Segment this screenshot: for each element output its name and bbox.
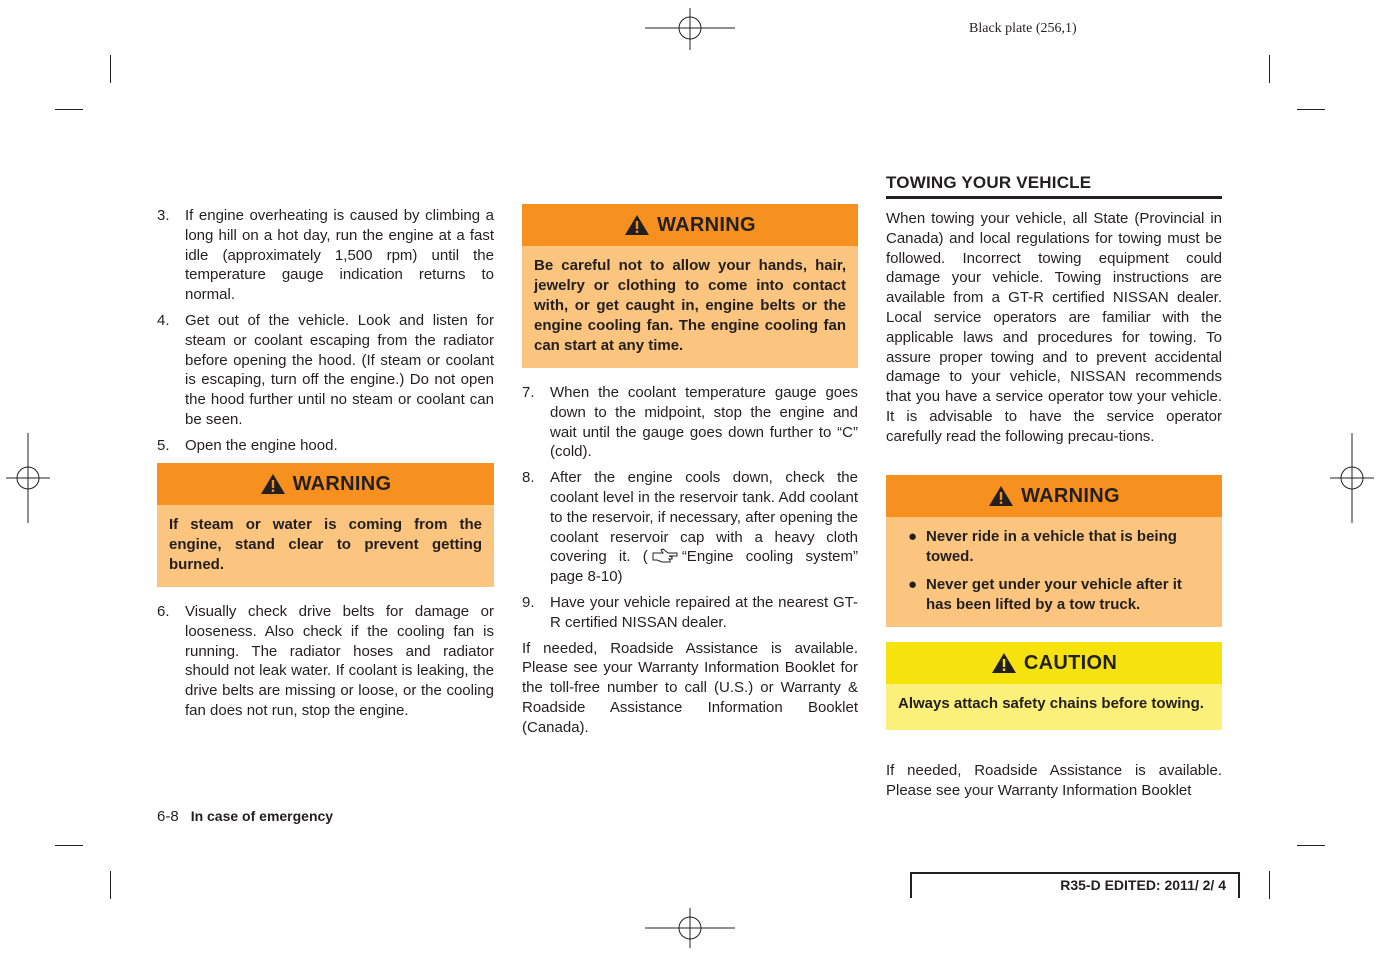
bullet-icon: ● [908,576,918,593]
warning-text: If steam or water is coming from the engine, stand clear to prevent getting burned. [157,505,494,587]
list-item: ● Never ride in a vehicle that is being towed. [908,528,1177,565]
edited-stamp: R35-D EDITED: 2011/ 2/ 4 [910,872,1240,898]
warning-triangle-icon [988,485,1014,507]
page-footer [157,808,333,825]
caution-header [886,642,1222,684]
pointing-hand-icon [652,548,678,564]
page-number: 6-8 [157,808,179,825]
list-item: 8. After the engine cools down, check the coolant level in the reservoir tank. Add coolant to the reservoir, if necessary, after opening the coolant reservoir cap with a heavy cloth covering it. ( “Engine cooling system” page 8-10) [522,469,858,586]
caution-title: CAUTION [1023,651,1118,674]
chapter-title: In case of emergency [190,808,334,824]
towing-intro: When towing your vehicle, all State (Provincial in Canada) and local regulations for towing must be followed. Incorrect towing equipment could damage your vehicle. Towing instructions are available from a GT-R certified NISSAN dealer. Local service operators are familiar with the applicable laws and procedures for towing. To assure proper towing and to prevent accidental damage to your vehicle, NISSAN recommends that you have a service operator tow your vehicle. It is advisable to have the service operator carefully read the following precau-tions. [886,210,1222,445]
caution-box [886,642,1222,730]
steps-list-c [522,383,858,633]
plate-label: Black plate (256,1) [969,21,1077,36]
list-item: 4. Get out of the vehicle. Look and listen for steam or coolant escaping from the radiator before opening the hood. (If steam or coolant is escaping, turn off the engine.) Do not open the hood further until no steam or coolant can be seen. [157,311,494,428]
warning-triangle-icon [624,214,650,236]
warning-triangle-icon [260,473,286,495]
steps-list-a [157,206,494,456]
warning-title: WARNING [292,472,392,495]
list-item: 7. When the coolant temperature gauge goes down to the midpoint, stop the engine and wait until the gauge goes down further to “C” (cold). [522,384,858,461]
bullet-icon: ● [908,528,918,545]
registration-mark-bottom [645,908,735,948]
warning-box-fan [522,204,858,368]
warning-title: WARNING [1021,484,1120,507]
warning-bullets [886,517,1222,627]
warning-triangle-icon [991,652,1017,674]
middle-column [522,383,858,745]
list-item: 3. If engine overheating is caused by climbing a long hill on a hot day, run the engine at a fast idle (approximately 1,500 rpm) until the temperature gauge indication returns to normal. [157,207,494,304]
left-column-lower [157,602,494,727]
steps-list-b [157,602,494,721]
right-column [886,209,1222,454]
list-item: ● Never get under your vehicle after it has been lifted by a tow truck. [908,576,1182,613]
warning-header [522,204,858,246]
warning-header [157,463,494,505]
caution-text: Always attach safety chains before towing. [886,684,1222,730]
warning-text: Be careful not to allow your hands, hair, jewelry or clothing to come into contact with, or get caught in, engine belts or the engine cooling fan. The engine cooling fan can start at any time. [522,246,858,368]
warning-header [886,475,1222,517]
list-item: 9. Have your vehicle repaired at the nearest GT-R certified NISSAN dealer. [522,593,858,631]
warning-box-steam [157,463,494,587]
list-item: 5. Open the engine hood. [157,436,338,454]
registration-mark-left [6,433,50,523]
warning-box-towing [886,475,1222,627]
right-column-lower [886,761,1222,808]
registration-mark-right [1330,433,1374,523]
warning-title: WARNING [657,213,756,236]
registration-mark-top [645,8,735,50]
left-column [157,206,494,462]
section-title: TOWING YOUR VEHICLE [886,173,1222,199]
roadside-paragraph: If needed, Roadside Assistance is available. Please see your Warranty Information Booklet for the toll-free number to call (U.S.) or Warranty & Roadside Assistance Information Booklet (Canada). [522,639,858,736]
list-item: 6. Visually check drive belts for damage or looseness. Also check if the cooling fan is running. The radiator hoses and radiator should not leak water. If coolant is leaking, the drive belts are missing or loose, or the cooling fan does not run, stop the engine. [157,603,494,719]
roadside-paragraph: If needed, Roadside Assistance is available. Please see your Warranty Information Booklet [886,762,1222,799]
